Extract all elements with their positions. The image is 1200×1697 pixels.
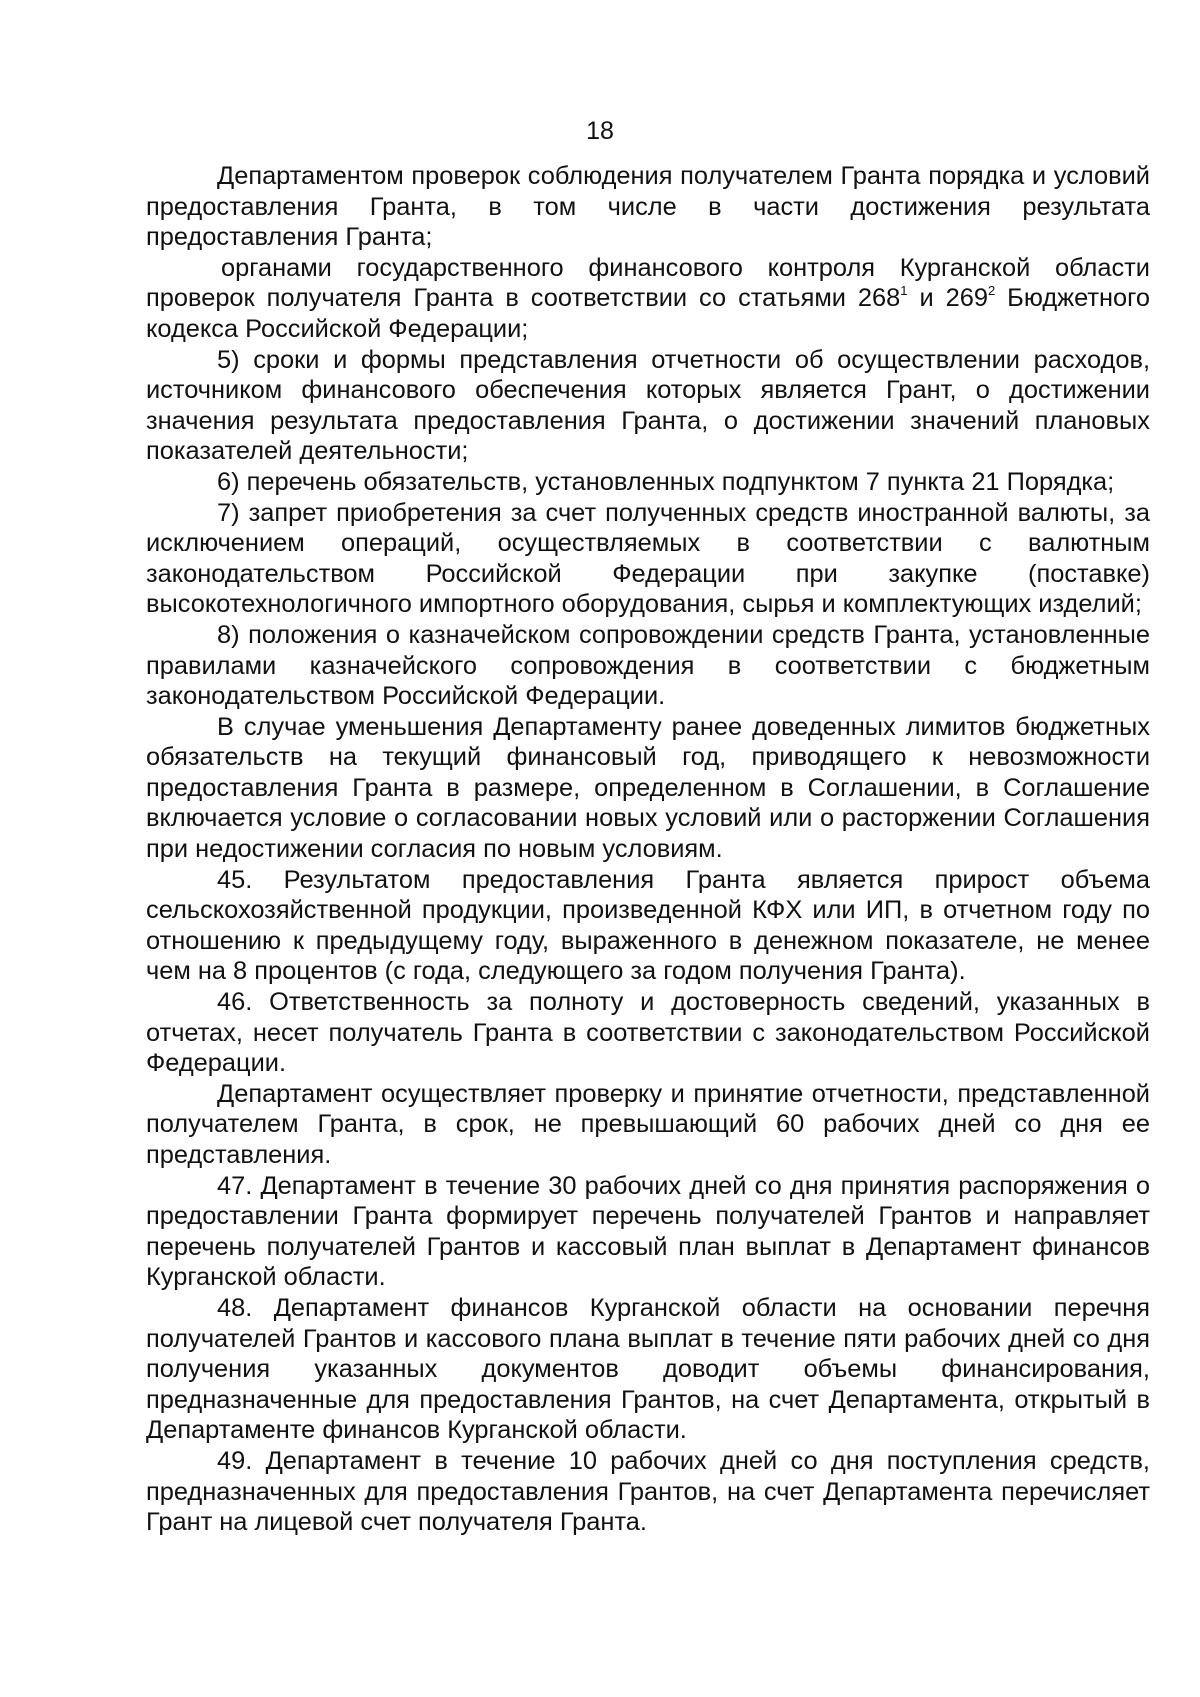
- paragraph-item-8: 8) положения о казначейском сопровождении средств Гранта, установленные правилами казначейского сопровождения в соответствии с бюджетным законодательством Российской Федерации.: [146, 620, 1150, 711]
- connector-text: и: [907, 284, 946, 313]
- article-number: 268: [857, 284, 901, 313]
- paragraph-department-checks: Департаментом проверок соблюдения получателем Гранта порядка и условий предоставления Гранта, в том числе в части достижения результата предоставления Гранта;: [146, 162, 1150, 252]
- paragraph-report-check: Департамент осуществляет проверку и принятие отчетности, представленной получателем Гранта, в срок, не превышающий 60 рабочих дней со дня ее представления.: [146, 1079, 1150, 1169]
- article-superscript: 2: [987, 282, 996, 298]
- paragraph-item-45: 45. Результатом предоставления Гранта является прирост объема сельскохозяйственной продукции, произведенной КФХ или ИП, в отчетном году по отношению к предыдущему году, выраженного в денежном показателе, не менее чем на 8 процентов (с года, следующего за годом получения Гранта).: [146, 865, 1150, 986]
- document-body: [146, 161, 1150, 1538]
- article-number: 269: [945, 284, 988, 313]
- paragraph-item-48: 48. Департамент финансов Курганской области на основании перечня получателей Грантов и кассового плана выплат в течение пяти рабочих дней со дня получения указанных документов доводит объемы финансирования, предназначенные для предоставления Грантов, на счет Департамента, открытый в Департаменте финансов Курганской области.: [146, 1293, 1150, 1445]
- article-superscript: 1: [900, 282, 908, 298]
- paragraph-item-47: 47. Департамент в течение 30 рабочих дней со дня принятия распоряжения о предоставлении Гранта формирует перечень получателей Грантов и направляет перечень получателей Грантов и кассовый план выплат в Департамент финансов Курганской области.: [146, 1171, 1150, 1292]
- paragraph-item-7: 7) запрет приобретения за счет полученных средств иностранной валюты, за исключением операций, осуществляемых в соответствии с валютным законодательством Российской Федерации при закупке (поставке) высокотехнологичного импортного оборудования, сырья и комплектующих изделий;: [146, 498, 1150, 619]
- paragraph-text: Бюджетного кодекса Российской Федерации;: [146, 284, 1150, 343]
- paragraph-text: органами государственного финансового контроля Курганской области проверок получателя Гранта в соответствии со статьями: [146, 253, 1150, 313]
- paragraph-financial-control: [146, 253, 1150, 345]
- paragraph-item-49: 49. Департамент в течение 10 рабочих дней со дня поступления средств, предназначенных для предоставления Грантов, на счет Департамента перечисляет Грант на лицевой счет получателя Гранта.: [146, 1446, 1150, 1537]
- paragraph-item-46: 46. Ответственность за полноту и достоверность сведений, указанных в отчетах, несет получатель Гранта в соответствии с законодательством Российской Федерации.: [146, 988, 1150, 1078]
- page-number: 18: [586, 117, 614, 145]
- paragraph-item-5: 5) сроки и формы представления отчетности об осуществлении расходов, источником финансового обеспечения которых является Грант, о достижении значения результата предоставления Гранта, о достижении значений плановых показателей деятельности;: [146, 345, 1150, 466]
- paragraph-limits-reduction: В случае уменьшения Департаменту ранее доведенных лимитов бюджетных обязательств на текущий финансовый год, приводящего к невозможности предоставления Гранта в размере, определенном в Соглашении, в Соглашение включается условие о согласовании новых условий или о расторжении Соглашения при недостижении согласия по новым условиям.: [146, 712, 1150, 864]
- paragraph-item-6: 6) перечень обязательств, установленных подпунктом 7 пункта 21 Порядка;: [217, 467, 1115, 496]
